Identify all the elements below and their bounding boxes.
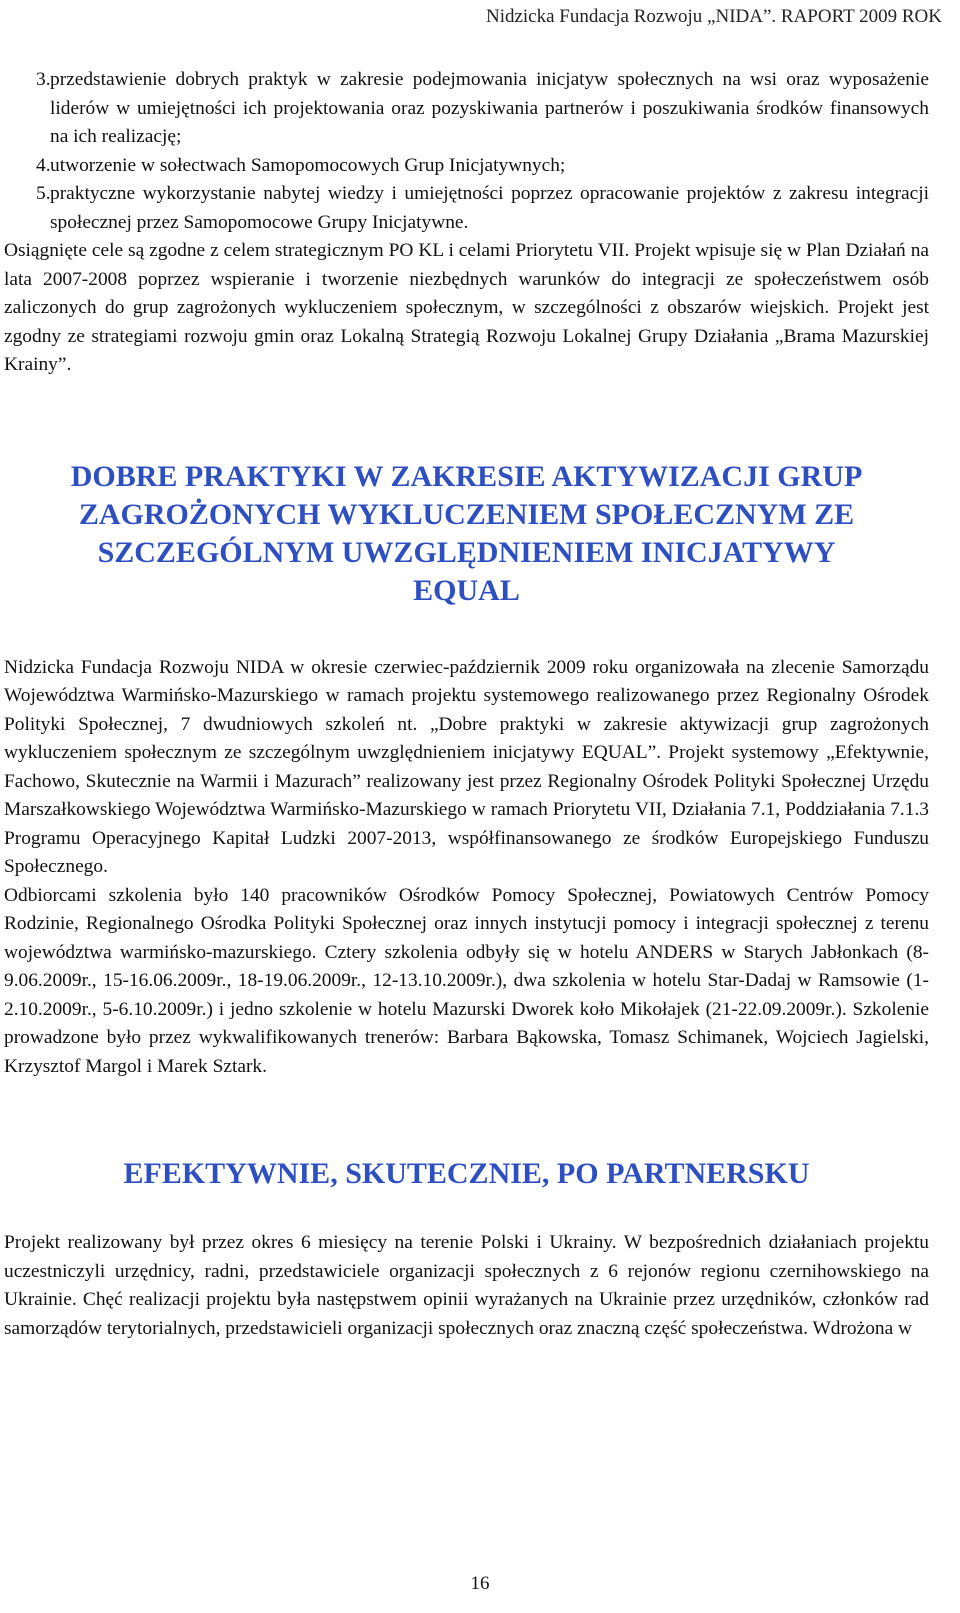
page-number: 16 — [470, 1573, 490, 1594]
paragraph-goals: Osiągnięte cele są zgodne z celem strategicznym PO KL i celami Priorytetu VII. Projekt wpisuje się w Plan Działań na lata 2007-2008 poprzez wspieranie i tworzenie niezbędnych warunków do integracji ze społeczeństwem osób zaliczonych do grup zagrożonych wykluczeniem społecznym, w szczególności z obszarów wiejskich. Projekt jest zgodny ze strategiami rozwoju gmin oraz Lokalną Strategią Rozwoju Lokalnej Grupy Działania „Brama Mazurskiej Krainy”. — [4, 240, 929, 375]
paragraph-training-intro: Nidzicka Fundacja Rozwoju NIDA w okresie czerwiec-październik 2009 roku organizowała na zlecenie Samorządu Województwa Warmińsko-Mazurskiego w ramach projektu systemowego realizowanego przez Regionalny Ośrodek Polityki Społecznej, 7 dwudniowych szkoleń nt. „Dobre praktyki w zakresie aktywizacji grup zagrożonych wykluczeniem społecznym ze szczególnym uwzględnieniem inicjatywy EQUAL”. Projekt systemowy „Efektywnie, Fachowo, Skutecznie na Warmii i Mazurach” realizowany jest przez Regionalny Ośrodek Polityki Społecznej Urzędu Marszałkowskiego Województwa Warmińsko-Mazurskiego w ramach Priorytetu VII, Działania 7.1, Poddziałania 7.1.3 Programu Operacyjnego Kapitał Ludzki 2007-2013, współfinansowanego ze środków Europejskiego Funduszu Społecznego. — [4, 656, 929, 877]
list-item — [4, 152, 929, 181]
list-number: 5. — [36, 183, 51, 204]
section-heading-dobre-praktyki: DOBRE PRAKTYKI W ZAKRESIE AKTYWIZACJI GRUP ZAGROŻONYCH WYKLUCZENIEM SPOŁECZNYM ZE SZCZEGÓLNYM UWZGLĘDNIENIEM INICJATYWY EQUAL — [70, 459, 863, 607]
list-number: 3. — [36, 69, 51, 90]
section-heading-efektywnie: EFEKTYWNIE, SKUTECZNIE, PO PARTNERSKU — [123, 1157, 810, 1190]
list-item — [4, 66, 929, 152]
page-content — [4, 66, 929, 1343]
list-text: praktyczne wykorzystanie nabytej wiedzy i umiejętności poprzez opracowanie projektów z zakresu integracji społecznej przez Samopomocowe Grupy Inicjatywne. — [50, 183, 929, 233]
running-header: Nidzicka Fundacja Rozwoju „NIDA”. RAPORT 2009 ROK — [485, 6, 942, 27]
list-text: przedstawienie dobrych praktyk w zakresie podejmowania inicjatyw społecznych na wsi oraz wyposażenie liderów w umiejętności ich projektowania oraz pozyskiwania partnerów i poszukiwania środków finansowych na ich realizację; — [50, 69, 929, 147]
list-item — [4, 180, 929, 237]
list-number: 4. — [36, 154, 51, 176]
list-text: utworzenie w sołectwach Samopomocowych Grup Inicjatywnych; — [50, 154, 566, 176]
paragraph-training-details: Odbiorcami szkolenia było 140 pracowników Ośrodków Pomocy Społecznej, Powiatowych Centrów Pomocy Rodzinie, Regionalnego Ośrodka Polityki Społecznej oraz innych instytucji pomocy i integracji społecznej z terenu województwa warmińsko-mazurskiego. Cztery szkolenia odbyły się w hotelu ANDERS w Starych Jabłonkach (8-9.06.2009r., 15-16.06.2009r., 18-19.06.2009r., 12-13.10.2009r.), dwa szkolenia w hotelu Star-Dadaj w Ramsowie (1-2.10.2009r., 5-6.10.2009r.) i jedno szkolenie w hotelu Mazurski Dworek koło Mikołajek (21-22.09.2009r.). Szkolenie prowadzone było przez wykwalifikowanych trenerów: Barbara Bąkowska, Tomasz Schimanek, Wojciech Jagielski, Krzysztof Margol i Marek Sztark. — [4, 884, 929, 1077]
paragraph-partnership: Projekt realizowany był przez okres 6 miesięcy na terenie Polski i Ukrainy. W bezpośrednich działaniach projektu uczestniczyli urzędnicy, radni, przedstawiciele organizacji społecznych z 6 rejonów regionu czernihowskiego na Ukrainie. Chęć realizacji projektu była następstwem opinii wyrażanych na Ukrainie przez urzędników, członków rad samorządów terytorialnych, przedstawicieli organizacji społecznych oraz znaczną część społeczeństwa. Wdrożona w — [4, 1232, 929, 1339]
